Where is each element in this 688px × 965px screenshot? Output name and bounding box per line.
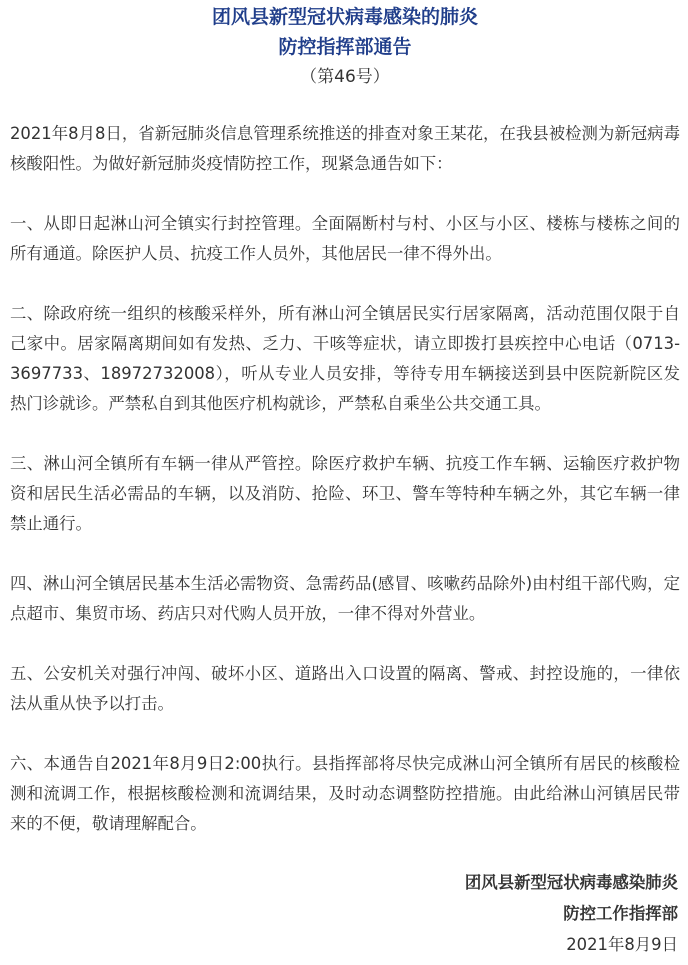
notice-header — [10, 0, 680, 92]
signature-org-line1: 团风县新型冠状病毒感染肺炎 — [464, 873, 678, 892]
item-paragraph-1: 一、从即日起淋山河全镇实行封控管理。全面隔断村与村、小区与小区、楼栋与楼栋之间的所有通道。除医护人员、抗疫工作人员外，其他居民一律不得外出。 — [10, 214, 680, 263]
item-paragraph-2: 二、除政府统一组织的核酸采样外，所有淋山河全镇居民实行居家隔离，活动范围仅限于自己家中。居家隔离期间如有发热、乏力、干咳等症状，请立即拨打县疾控中心电话（0713-3697733、18972732008），听从专业人员安排，等待专用车辆接送到县中医院新院区发热门诊就诊。严禁私自到其他医疗机构就诊，严禁私自乘坐公共交通工具。 — [10, 304, 680, 413]
signature-block — [465, 867, 678, 960]
notice-body — [10, 119, 680, 839]
notice-issue-number: （第46号） — [300, 67, 390, 87]
intro-paragraph: 2021年8月8日，省新冠肺炎信息管理系统推送的排查对象王某花，在我县被检测为新冠病毒核酸阳性。为做好新冠肺炎疫情防控工作，现紧急通告如下： — [10, 124, 680, 173]
notice-title-line2: 防控指挥部通告 — [278, 36, 412, 58]
item-paragraph-3: 三、淋山河全镇所有车辆一律从严管控。除医疗救护车辆、抗疫工作车辆、运输医疗救护物资和居民生活必需品的车辆，以及消防、抢险、环卫、警车等特种车辆之外，其它车辆一律禁止通行。 — [10, 454, 680, 533]
item-paragraph-6: 六、本通告自2021年8月9日2:00执行。县指挥部将尽快完成淋山河全镇所有居民的核酸检测和流调工作，根据核酸检测和流调结果，及时动态调整防控措施。由此给淋山河镇居民带来的不便，敬请理解配合。 — [10, 754, 680, 833]
signature-org-line2: 防控工作指挥部 — [563, 904, 678, 923]
item-paragraph-4: 四、淋山河全镇居民基本生活必需物资、急需药品(感冒、咳嗽药品除外)由村组干部代购，定点超市、集贸市场、药店只对代购人员开放，一律不得对外营业。 — [10, 574, 680, 623]
item-paragraph-5: 五、公安机关对强行冲闯、破坏小区、道路出入口设置的隔离、警戒、封控设施的，一律依法从重从快予以打击。 — [10, 664, 680, 713]
notice-title-line1: 团风县新型冠状病毒感染的肺炎 — [211, 6, 478, 28]
signature-date: 2021年8月9日 — [566, 935, 678, 954]
